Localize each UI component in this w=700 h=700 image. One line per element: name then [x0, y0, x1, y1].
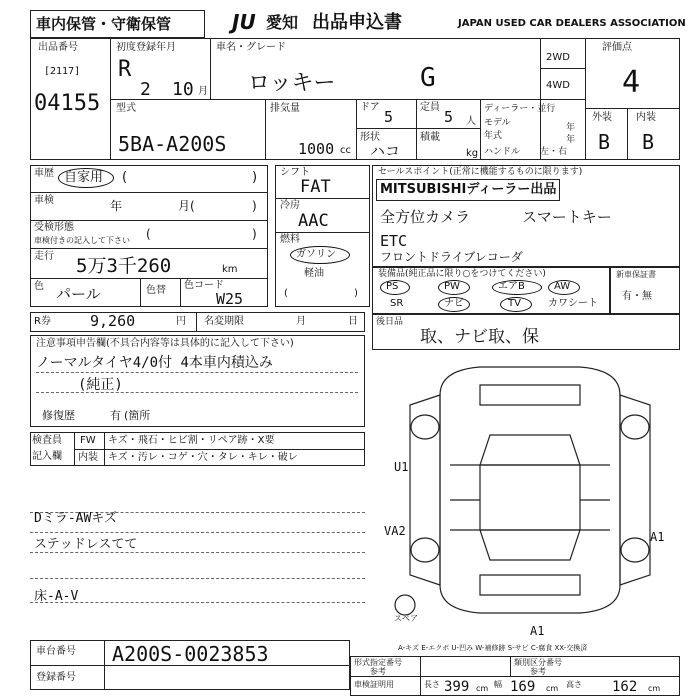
mileage-value: 5万3千260: [76, 255, 172, 277]
dealer-year-label: 年式: [484, 131, 503, 141]
first-reg-month: 10: [172, 79, 194, 100]
displacement-unit: cc: [340, 145, 351, 156]
recycle-unit: 円: [176, 316, 186, 327]
later-items-value: 取、ナビ取、保: [420, 327, 539, 347]
color-code-label: 色コード: [184, 280, 224, 291]
capacity-value: 5: [444, 108, 454, 126]
reg-no-label: 登録番号: [36, 672, 76, 683]
dim-label-1: 形式指定番号: [354, 658, 402, 667]
repair-history-label: 修復歴: [42, 409, 75, 422]
sales-item-2: 全方位カメラ: [380, 208, 471, 226]
dealer-label: ディーラー・並行: [484, 104, 556, 114]
name-change-month: 月: [296, 316, 306, 327]
handle-options: 左・右: [540, 147, 568, 157]
grade-eval-label: 評価点: [602, 42, 632, 53]
model-label: 型式: [116, 103, 136, 114]
damage-mark-a1-right: A1: [650, 530, 665, 544]
warranty-value: 有・無: [622, 291, 652, 302]
dim-label-5: 車検証明用: [354, 680, 394, 689]
dim-width-label: 幅: [494, 680, 502, 689]
logo-mark: JU: [232, 10, 256, 34]
inspector-fw-items: キズ・飛石・ヒビ割・リペア跡・X要: [108, 435, 275, 446]
header-org: 愛知: [266, 13, 299, 32]
equip-navi: ナビ: [444, 298, 464, 309]
first-reg-label: 初度登録年月: [116, 42, 176, 53]
fuel-close: ): [354, 288, 358, 299]
handle-label: ハンドル: [484, 147, 521, 157]
chassis-value: A200S-0023853: [112, 642, 269, 666]
equip-leather: カワシート: [548, 298, 598, 309]
accepted-close: ): [252, 227, 257, 241]
car-name-label: 車名・グレード: [216, 42, 286, 53]
damage-mark-a1-bottom: A1: [530, 624, 545, 638]
equipment-label: 装備品(純正品に限り○をつけてください): [378, 269, 546, 279]
aircon-value: AAC: [298, 211, 329, 231]
fuel-value: ガソリン: [296, 249, 336, 260]
equip-sr: SR: [390, 298, 404, 309]
fuel-opt2: 軽油: [304, 268, 324, 279]
exterior-value: B: [598, 130, 611, 154]
inspector-int-items: キズ・汚レ・コゲ・穴・タレ・キレ・破レ: [108, 452, 298, 463]
inspector-label-1: 検査員: [32, 435, 62, 446]
doors-value: 5: [384, 108, 394, 126]
sales-points-label: セールスポイント(正常に機能するものに限ります): [378, 167, 583, 177]
dim-width-unit: cm: [546, 684, 559, 693]
car-damage-diagram: [380, 355, 680, 625]
header-form-title: 出品申込書: [312, 12, 402, 33]
header-org-en: JAPAN USED CAR DEALERS ASSOCIATION: [458, 18, 686, 29]
equip-aw: AW: [554, 281, 571, 292]
warranty-label: 新車保証書: [616, 270, 656, 279]
damage-mark-va2: VA2: [384, 524, 406, 538]
sales-item-4: ETC: [380, 232, 408, 250]
dim-width-value: 169: [510, 679, 536, 695]
color-change-label: 色替: [146, 285, 166, 296]
spare-label: スペア: [394, 614, 418, 623]
lot-number: 04155: [34, 91, 101, 116]
dim-label-4: 参考: [530, 667, 546, 676]
dealer-year-unit: 年: [566, 135, 576, 145]
capacity-label: 定員: [420, 102, 440, 113]
equip-airbag: エアB: [498, 281, 525, 292]
first-reg-month-unit: 月: [198, 86, 208, 97]
dim-height-unit: cm: [648, 684, 661, 693]
capacity-unit: 人: [466, 116, 476, 127]
shift-value: FAT: [300, 177, 331, 197]
inspector-label-2: 記入欄: [32, 451, 62, 462]
model-value: 5BA-A200S: [118, 132, 227, 156]
shape-label: 形状: [360, 132, 380, 143]
damage-legend: A-キズ E-エクボ U-凹み W-補修跡 S-サビ C-腐食 XX-交換済: [398, 644, 588, 652]
exterior-label: 外装: [592, 112, 612, 123]
name-change-day: 日: [348, 316, 358, 327]
name-change-label: 名変期限: [204, 316, 244, 327]
notes-label: 注意事項申告欄(不具合内容等は具体的に記入して下さい): [36, 338, 294, 349]
dim-length-unit: cm: [476, 684, 489, 693]
load-unit: kg: [466, 148, 479, 159]
inspection-label: 車検: [34, 195, 54, 206]
drive-2wd: 2WD: [546, 52, 570, 63]
dim-label-2: 参考: [370, 667, 386, 676]
interior-label: 内装: [636, 112, 656, 123]
repair-history-location: (箇所: [124, 409, 151, 422]
notes-line-2: (純正): [78, 377, 123, 393]
car-name: ロッキー: [248, 71, 336, 96]
color-label: 色: [34, 281, 44, 292]
sales-item-5: フロントドライブレコーダ: [380, 250, 523, 264]
equip-ps: PS: [386, 281, 399, 292]
first-reg-year: 2: [140, 79, 151, 100]
repair-history-value: 有: [110, 409, 121, 422]
drive-4wd: 4WD: [546, 80, 570, 91]
mileage-unit: km: [222, 264, 238, 275]
displacement-label: 排気量: [270, 103, 300, 114]
inspection-year: 年: [110, 199, 123, 213]
damage-mark-u1: U1: [394, 460, 409, 474]
recycle-label: R券: [34, 316, 51, 327]
fuel-label: 燃料: [280, 234, 300, 245]
inspection-close: ): [252, 199, 257, 213]
interior-value: B: [642, 130, 655, 154]
usage-value: 自家用: [64, 170, 104, 185]
inspector-hand-2: ステッドレスてて: [34, 537, 138, 552]
lot-label: 出品番号: [38, 42, 78, 53]
sales-item-1: MITSUBISHIディーラー出品: [380, 182, 557, 197]
dim-length-value: 399: [444, 679, 470, 695]
inspector-hand-1: Dミラ-AWキズ: [34, 511, 118, 526]
car-grade: G: [420, 63, 436, 93]
inspection-month: 月(: [178, 199, 195, 213]
chassis-label: 車台番号: [36, 646, 76, 657]
dim-label-3: 類別区分番号: [514, 658, 562, 667]
shift-label: シフト: [280, 167, 310, 178]
usage-label: 車歴: [34, 168, 54, 179]
recycle-value: 9,260: [90, 312, 136, 330]
later-items-label: 後日品: [376, 317, 404, 327]
dim-height-label: 高さ: [566, 680, 582, 689]
header-title-left: 車内保管・守衛保管: [36, 15, 172, 33]
usage-open: (: [122, 170, 128, 185]
dealer-model-year: 年: [566, 123, 576, 133]
accepted-note: 車検付きの記入して下さい: [34, 236, 130, 245]
doors-label: ドア: [360, 102, 380, 113]
usage-close: ): [252, 170, 258, 185]
displacement-value: 1000: [298, 140, 335, 158]
dim-height-value: 162: [612, 679, 638, 695]
first-reg-era: R: [118, 57, 132, 82]
lot-small-number: [2117]: [44, 66, 81, 77]
color-value: パール: [56, 285, 101, 303]
accepted-open: (: [146, 227, 151, 241]
recycle-frame: [30, 312, 365, 332]
dim-length-label: 長さ: [424, 680, 440, 689]
mileage-label: 走行: [34, 251, 54, 262]
dealer-model-label: モデル: [484, 118, 511, 128]
load-label: 積載: [420, 132, 440, 143]
inspector-hand-3: 床-A-V: [34, 589, 79, 604]
inspector-fw-label: FW: [80, 435, 96, 446]
inspector-int-label: 内装: [78, 452, 98, 463]
accepted-label: 受検形態: [34, 222, 74, 233]
shape-value: ハコ: [370, 142, 401, 160]
grade-eval-value: 4: [622, 65, 641, 100]
fuel-open: (: [284, 288, 288, 299]
notes-line-1: ノーマルタイヤ4/0付 4本車内積込み: [36, 355, 273, 371]
equip-tv: TV: [508, 298, 521, 309]
equip-pw: PW: [444, 281, 460, 292]
sales-item-3: スマートキー: [522, 208, 612, 226]
color-code-value: W25: [216, 290, 244, 308]
aircon-label: 冷房: [280, 200, 300, 211]
